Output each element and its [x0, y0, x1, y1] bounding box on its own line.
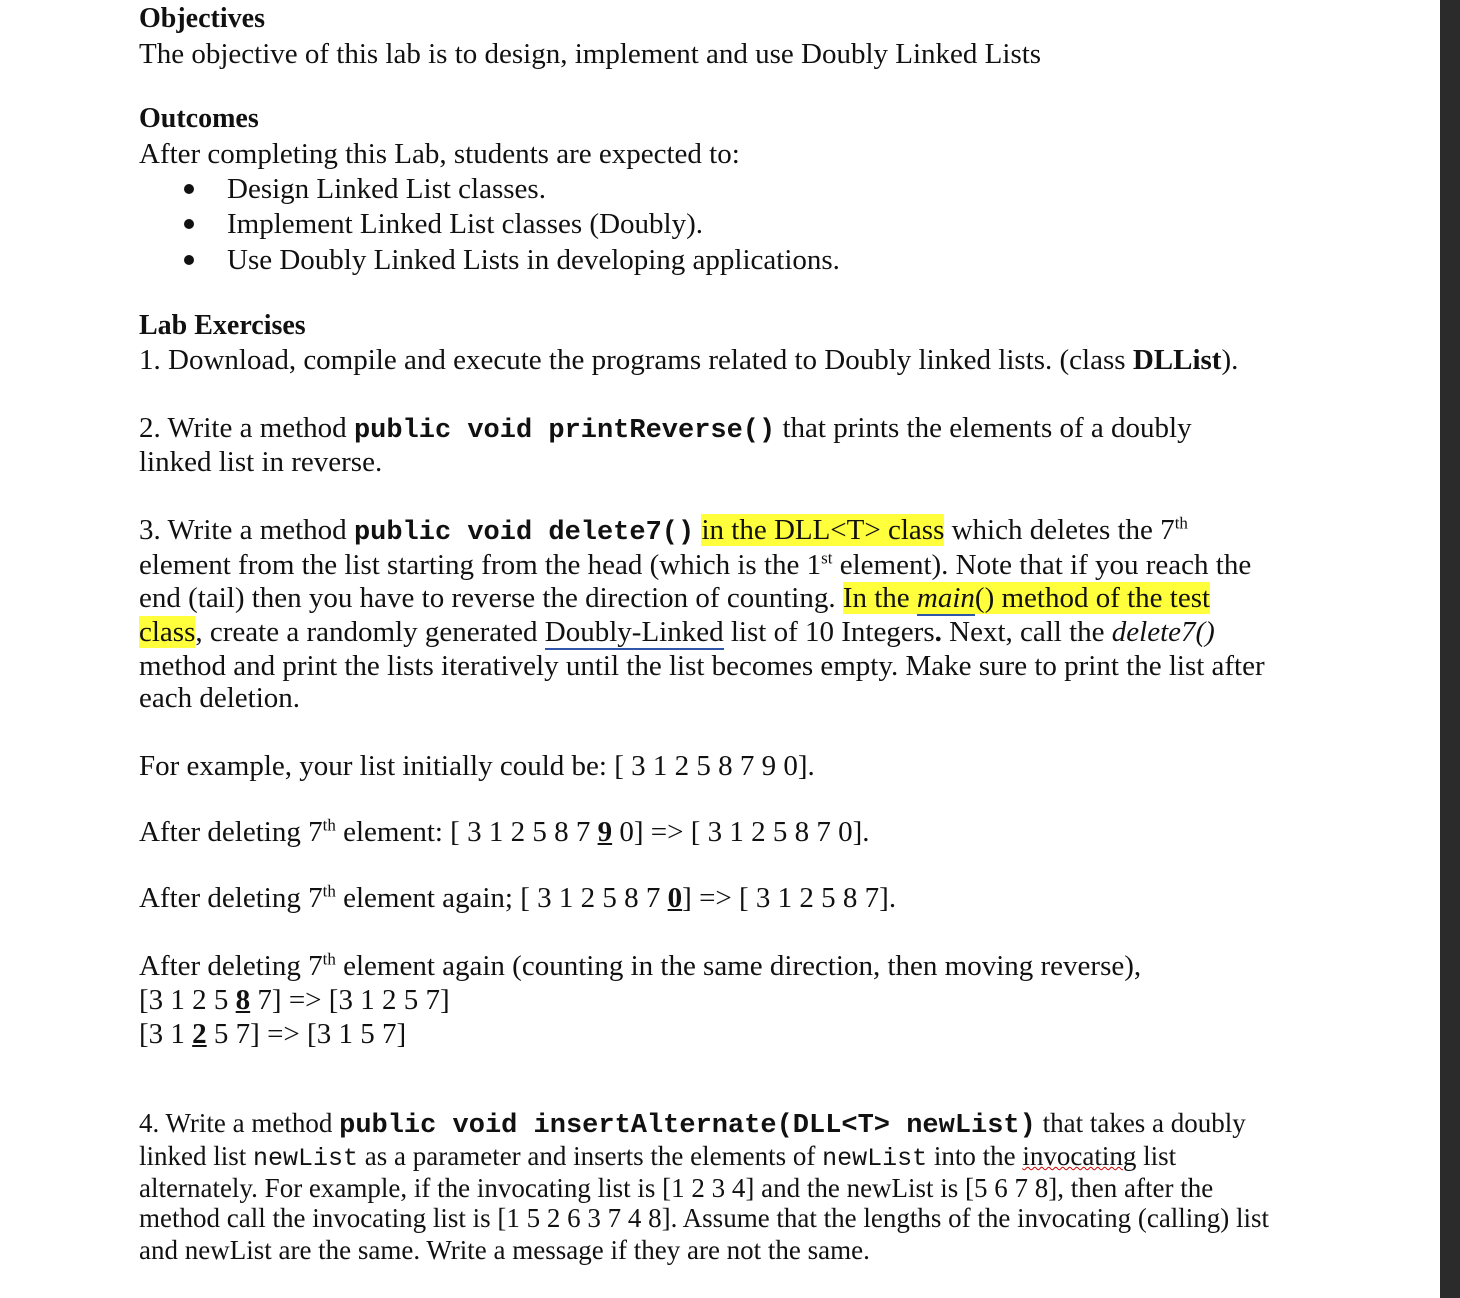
objectives-text: The objective of this lab is to design, implement and use Doubly Linked Lists: [139, 38, 1042, 70]
exercise-4-line: alternately. For example, if the invocating list is [1 2 3 4] and the newList is [5 6 7 8], then after the: [139, 1173, 1214, 1203]
method-signature: public void printReverse(): [353, 416, 776, 446]
exercise-3-line: end (tail) then you have to reverse the direction of counting. In the main() method of the test: [139, 582, 1211, 614]
method-signature: public void delete7(): [353, 518, 695, 548]
exercise-3-line: 3. Write a method public void delete7() in the DLL<T> class which deletes the 7th: [139, 513, 1188, 548]
exercise-3-line: element from the list starting from the head (which is the 1st element). Note that if you reach the: [139, 548, 1252, 581]
window-edge: [1440, 0, 1460, 1298]
outcome-item: Use Doubly Linked Lists in developing applications.: [227, 244, 840, 276]
exercise-4-line: and newList are the same. Write a message if they are not the same.: [139, 1235, 870, 1265]
bullet-icon: [184, 219, 194, 229]
example-step: [3 1 2 5 7] => [3 1 5 7]: [139, 1018, 407, 1050]
bullet-icon: [184, 255, 194, 265]
exercise-4-line: 4. Write a method public void insertAlternate(DLL<T> newList) that takes a doubly: [139, 1108, 1246, 1141]
exercise-3-line: class, create a randomly generated Doubly-Linked list of 10 Integers. Next, call the delete7(): [139, 616, 1215, 648]
example-step: After deleting 7th element again; [ 3 1 2 5 8 7 0] => [ 3 1 2 5 8 7].: [139, 881, 897, 914]
exercise-4-line: method call the invocating list is [1 5 2 6 3 7 4 8]. Assume that the lengths of the invocating (calling) list: [139, 1203, 1270, 1233]
method-signature: public void insertAlternate(DLL<T> newList): [339, 1111, 1036, 1141]
example-step: After deleting 7th element again (counting in the same direction, then moving reverse),: [139, 949, 1142, 982]
lab-exercises-heading: Lab Exercises: [139, 310, 306, 341]
example-step: [3 1 2 5 8 7] => [3 1 2 5 7]: [139, 984, 450, 1016]
outcome-item: Implement Linked List classes (Doubly).: [227, 208, 703, 240]
exercise-3-line: each deletion.: [139, 682, 301, 714]
outcomes-heading: Outcomes: [139, 103, 259, 134]
outcomes-intro: After completing this Lab, students are expected to:: [139, 138, 740, 170]
exercise-3-line: method and print the lists iteratively until the list becomes empty. Make sure to print the list after: [139, 650, 1265, 682]
exercise-4-line: linked list newList as a parameter and inserts the elements of newList into the invocating list: [139, 1141, 1177, 1173]
example-initial: For example, your list initially could be: [ 3 1 2 5 8 7 9 0].: [139, 750, 815, 782]
exercise-2-line: linked list in reverse.: [139, 446, 383, 478]
outcome-item: Design Linked List classes.: [227, 173, 546, 205]
exercise-1: 1. Download, compile and execute the programs related to Doubly linked lists. (class DLList).: [139, 344, 1239, 376]
exercise-2-line: 2. Write a method public void printReverse() that prints the elements of a doubly: [139, 412, 1192, 446]
bullet-icon: [184, 184, 194, 194]
highlight: in the DLL<T> class: [701, 514, 945, 546]
example-step: After deleting 7th element: [ 3 1 2 5 8 7 9 0] => [ 3 1 2 5 8 7 0].: [139, 815, 870, 848]
objectives-heading: Objectives: [139, 3, 265, 34]
